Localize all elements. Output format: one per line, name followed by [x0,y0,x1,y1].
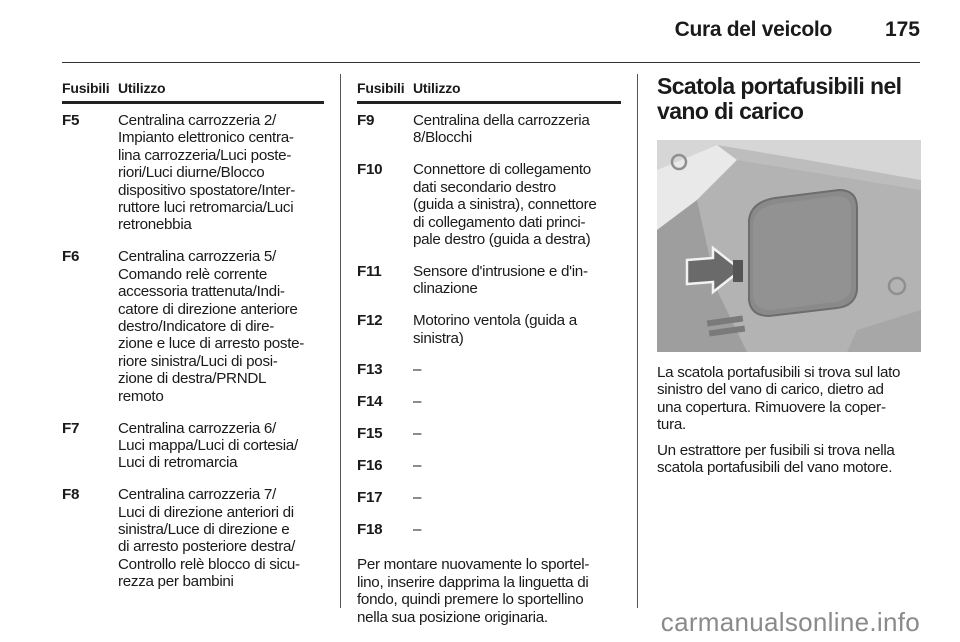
fuse-id: F10 [357,161,383,179]
cargo-fuse-section [657,73,921,477]
fuse-usage: Centralina carrozzeria 2/ Impianto elettronico centra- lina carrozzeria/Luci poste- riori/Luci diurne/Blocco dispositivo spostatore/Inter- ruttore luci retromarcia/Luci retronebbia [118,112,296,234]
reinstall-note: Per montare nuovamente lo sportel- lino, inserire dapprima la linguetta di fondo, quindi premere lo sportellino nella sua posizione originaria. [357,556,590,626]
table-row [357,112,621,147]
fuse-id: F6 [62,248,80,266]
table-row [62,486,324,590]
table-row [357,521,621,538]
fuse-id: F13 [357,361,383,379]
fuse-usage: Motorino ventola (guida a sinistra) [413,312,577,347]
table-header [62,80,324,104]
cargo-area-photo [657,140,921,352]
fuse-id: F11 [357,262,382,280]
fuse-id: F15 [357,425,383,443]
fuse-table-left [62,80,324,591]
table-row [357,161,621,248]
fuse-id: F8 [62,486,80,504]
fuse-id: F18 [357,521,383,538]
fuse-usage: – [413,521,422,538]
column-header-fuse: Fusibili [62,80,110,96]
fuse-id: F7 [62,419,80,437]
fuse-table-right [357,80,621,626]
fuse-id: F12 [357,312,383,330]
running-header-title: Cura del veicolo [674,18,832,41]
table-row [357,263,621,298]
fuse-usage: Centralina della carrozzeria 8/Blocchi [413,112,590,147]
fuse-id: F9 [357,112,375,129]
table-row [62,420,324,472]
fuse-id: F16 [357,457,383,475]
table-row [357,489,621,506]
fuse-usage: – [413,393,422,411]
fuse-usage: Connettore di collegamento dati secondario destro (guida a sinistra), connettore di collegamento dati princi- pale destro (guida a destra) [413,161,597,248]
column-header-usage: Utilizzo [118,80,166,96]
fuse-usage: Sensore d'intrusione e d'in- clinazione [413,262,588,298]
table-row [357,361,621,378]
fuse-usage: – [413,489,422,507]
fuse-id: F14 [357,393,383,411]
fuse-usage: – [413,425,422,443]
fuse-id: F5 [62,112,80,129]
column-divider [637,74,638,608]
fuse-usage: Centralina carrozzeria 7/ Luci di direzione anteriori di sinistra/Luce di direzione e di arresto posteriore destra/ Controllo relè blocco di sicu- rezza per bambini [118,486,300,591]
table-row [62,248,324,405]
fuse-usage: Centralina carrozzeria 5/ Comando relè corrente accessoria trattenuta/Indi- catore di direzione anteriore destro/Indicatore di dire- zione e luce di arresto poste- riore sinistra/Luci di posi- zione di destra/PRNDL remoto [118,248,305,405]
header-rule [62,62,920,63]
watermark: carmanualsonline.info [660,607,920,637]
fuse-usage: – [413,457,422,475]
column-header-fuse: Fusibili [357,80,405,96]
table-row [62,112,324,234]
column-header-usage: Utilizzo [413,80,461,96]
table-row [357,457,621,474]
table-row [357,312,621,347]
column-divider [340,74,341,608]
fuse-rows [62,112,324,591]
table-row [357,393,621,410]
paragraph: Un estrattore per fusibili si trova nella scatola portafusibili del vano motore. [657,441,895,477]
fuse-usage: Centralina carrozzeria 6/ Luci mappa/Luci di cortesia/ Luci di retromarcia [118,419,298,472]
table-row [357,425,621,442]
fuse-usage: – [413,361,422,379]
section-heading: Scatola portafusibili nel vano di carico [657,73,902,124]
fuse-id: F17 [357,489,383,507]
fuse-rows [357,112,621,538]
section-body [657,364,921,476]
cargo-area-illustration [657,140,921,352]
page-number: 175 [884,18,920,41]
paragraph: La scatola portafusibili si trova sul lato sinistro del vano di carico, dietro ad una copertura. Rimuovere la coper- tura. [657,364,901,434]
table-header [357,80,621,104]
